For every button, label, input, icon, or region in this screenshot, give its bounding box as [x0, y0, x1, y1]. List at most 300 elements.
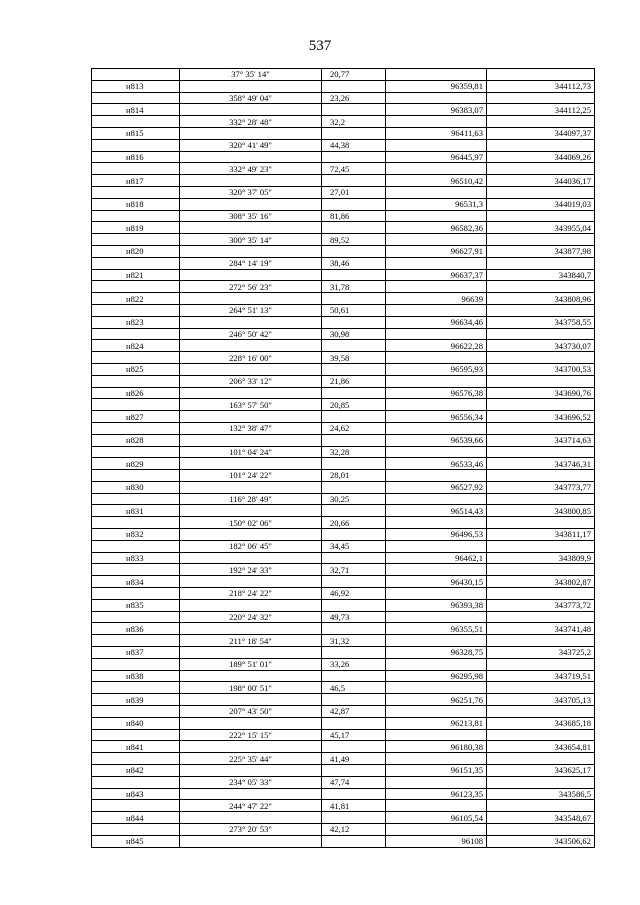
coordinate-x: 96213,81 — [386, 717, 487, 729]
table-row-segment — [92, 116, 595, 128]
empty-cell — [92, 210, 180, 222]
segment-length: 49,73 — [322, 611, 386, 623]
empty-cell — [386, 352, 487, 364]
empty-cell — [386, 422, 487, 434]
table-row-segment — [92, 328, 595, 340]
direction-angle: 272° 56' 23" — [180, 281, 322, 293]
empty-cell — [92, 564, 180, 576]
empty-cell — [92, 139, 180, 151]
table-row-segment — [92, 540, 595, 552]
direction-angle: 101° 24' 22" — [180, 470, 322, 482]
segment-length: 28,01 — [322, 470, 386, 482]
point-id: н837 — [92, 647, 180, 659]
segment-length: 21,86 — [322, 375, 386, 387]
empty-cell — [386, 163, 487, 175]
empty-cell — [92, 493, 180, 505]
empty-cell — [92, 611, 180, 623]
empty-cell — [322, 222, 386, 234]
coordinate-x: 96533,46 — [386, 458, 487, 470]
point-id: н832 — [92, 529, 180, 541]
table-row-point — [92, 411, 595, 423]
empty-cell — [487, 824, 595, 836]
empty-cell — [92, 517, 180, 529]
coordinate-y: 343811,17 — [487, 529, 595, 541]
empty-cell — [386, 257, 487, 269]
table-row-segment — [92, 163, 595, 175]
empty-cell — [180, 80, 322, 92]
empty-cell — [322, 670, 386, 682]
point-id: н839 — [92, 694, 180, 706]
segment-length: 89,52 — [322, 234, 386, 246]
empty-cell — [322, 599, 386, 611]
empty-cell — [487, 257, 595, 269]
empty-cell — [322, 340, 386, 352]
empty-cell — [322, 151, 386, 163]
empty-cell — [180, 765, 322, 777]
empty-cell — [386, 517, 487, 529]
point-id: н841 — [92, 741, 180, 753]
segment-length: 39,58 — [322, 352, 386, 364]
empty-cell — [487, 800, 595, 812]
table-row-point — [92, 245, 595, 257]
table-row-segment — [92, 281, 595, 293]
point-id: н822 — [92, 293, 180, 305]
segment-length: 20,77 — [322, 69, 386, 81]
direction-angle: 228° 16' 00" — [180, 352, 322, 364]
segment-length: 46,92 — [322, 588, 386, 600]
empty-cell — [92, 470, 180, 482]
empty-cell — [92, 328, 180, 340]
coordinate-x: 96510,42 — [386, 175, 487, 187]
segment-length: 30,98 — [322, 328, 386, 340]
direction-angle: 101° 04' 24" — [180, 446, 322, 458]
table-row-segment — [92, 776, 595, 788]
empty-cell — [322, 647, 386, 659]
empty-cell — [322, 104, 386, 116]
coordinate-x: 96251,76 — [386, 694, 487, 706]
direction-angle: 234° 05' 33" — [180, 776, 322, 788]
empty-cell — [487, 352, 595, 364]
empty-cell — [180, 293, 322, 305]
empty-cell — [92, 69, 180, 81]
empty-cell — [92, 540, 180, 552]
coordinate-x: 96627,91 — [386, 245, 487, 257]
direction-angle: 246° 50' 42" — [180, 328, 322, 340]
table-row-point — [92, 717, 595, 729]
empty-cell — [92, 422, 180, 434]
empty-cell — [92, 116, 180, 128]
empty-cell — [180, 104, 322, 116]
table-row-segment — [92, 210, 595, 222]
coordinate-x: 96105,54 — [386, 812, 487, 824]
coordinate-y: 343741,48 — [487, 623, 595, 635]
empty-cell — [386, 234, 487, 246]
segment-length: 32,2 — [322, 116, 386, 128]
table-row-segment — [92, 800, 595, 812]
empty-cell — [180, 175, 322, 187]
empty-cell — [180, 198, 322, 210]
coordinate-x: 96496,53 — [386, 529, 487, 541]
empty-cell — [180, 694, 322, 706]
coordinate-x: 96622,28 — [386, 340, 487, 352]
direction-angle: 300° 35' 14" — [180, 234, 322, 246]
point-id: н827 — [92, 411, 180, 423]
empty-cell — [180, 529, 322, 541]
empty-cell — [180, 269, 322, 281]
segment-length: 41,49 — [322, 753, 386, 765]
empty-cell — [386, 281, 487, 293]
empty-cell — [487, 682, 595, 694]
empty-cell — [386, 776, 487, 788]
empty-cell — [386, 69, 487, 81]
empty-cell — [92, 776, 180, 788]
empty-cell — [180, 434, 322, 446]
empty-cell — [386, 92, 487, 104]
point-id: н821 — [92, 269, 180, 281]
empty-cell — [487, 139, 595, 151]
point-id: н815 — [92, 127, 180, 139]
empty-cell — [322, 175, 386, 187]
point-id: н842 — [92, 765, 180, 777]
coordinates-table — [91, 68, 595, 848]
empty-cell — [386, 729, 487, 741]
direction-angle: 182° 06' 45" — [180, 540, 322, 552]
coordinate-y: 343808,96 — [487, 293, 595, 305]
segment-length: 27,01 — [322, 186, 386, 198]
coordinate-y: 344112,25 — [487, 104, 595, 116]
empty-cell — [92, 682, 180, 694]
empty-cell — [487, 658, 595, 670]
coordinate-x: 96359,81 — [386, 80, 487, 92]
empty-cell — [180, 741, 322, 753]
table-row-point — [92, 434, 595, 446]
segment-length: 32,28 — [322, 446, 386, 458]
empty-cell — [386, 399, 487, 411]
empty-cell — [386, 210, 487, 222]
empty-cell — [322, 812, 386, 824]
empty-cell — [386, 328, 487, 340]
coordinate-y: 343725,2 — [487, 647, 595, 659]
empty-cell — [322, 741, 386, 753]
empty-cell — [180, 340, 322, 352]
direction-angle: 211° 18' 54" — [180, 635, 322, 647]
empty-cell — [487, 729, 595, 741]
point-id: н833 — [92, 552, 180, 564]
table-row-segment — [92, 729, 595, 741]
empty-cell — [92, 234, 180, 246]
coordinate-x: 96595,93 — [386, 363, 487, 375]
coordinate-x: 96151,35 — [386, 765, 487, 777]
point-id: н840 — [92, 717, 180, 729]
point-id: н825 — [92, 363, 180, 375]
empty-cell — [92, 399, 180, 411]
table-row-point — [92, 765, 595, 777]
empty-cell — [322, 835, 386, 847]
table-row-point — [92, 175, 595, 187]
coordinate-y: 343586,5 — [487, 788, 595, 800]
empty-cell — [487, 493, 595, 505]
point-id: н818 — [92, 198, 180, 210]
coordinate-y: 343719,51 — [487, 670, 595, 682]
coordinate-y: 343773,72 — [487, 599, 595, 611]
empty-cell — [487, 517, 595, 529]
empty-cell — [386, 375, 487, 387]
empty-cell — [92, 753, 180, 765]
table-row-segment — [92, 517, 595, 529]
segment-length: 23,26 — [322, 92, 386, 104]
point-id: н843 — [92, 788, 180, 800]
empty-cell — [322, 245, 386, 257]
empty-cell — [92, 824, 180, 836]
coordinate-x: 96383,07 — [386, 104, 487, 116]
table-row-point — [92, 670, 595, 682]
coordinate-y: 343654,81 — [487, 741, 595, 753]
empty-cell — [322, 198, 386, 210]
empty-cell — [180, 670, 322, 682]
coordinate-x: 96639 — [386, 293, 487, 305]
coordinate-x: 96123,35 — [386, 788, 487, 800]
coordinate-x: 96634,46 — [386, 316, 487, 328]
empty-cell — [322, 623, 386, 635]
direction-angle: 308° 35' 16" — [180, 210, 322, 222]
empty-cell — [322, 127, 386, 139]
segment-length: 41,81 — [322, 800, 386, 812]
table-row-segment — [92, 682, 595, 694]
segment-length: 31,32 — [322, 635, 386, 647]
coordinate-y: 343685,18 — [487, 717, 595, 729]
direction-angle: 320° 37' 05" — [180, 186, 322, 198]
coordinate-y: 343877,98 — [487, 245, 595, 257]
empty-cell — [487, 540, 595, 552]
direction-angle: 192° 24' 33" — [180, 564, 322, 576]
segment-length: 24,62 — [322, 422, 386, 434]
direction-angle: 163° 57' 50" — [180, 399, 322, 411]
empty-cell — [92, 706, 180, 718]
empty-cell — [322, 765, 386, 777]
empty-cell — [487, 92, 595, 104]
coordinate-y: 343955,04 — [487, 222, 595, 234]
point-id: н820 — [92, 245, 180, 257]
segment-length: 42,87 — [322, 706, 386, 718]
table-row-point — [92, 316, 595, 328]
empty-cell — [92, 92, 180, 104]
segment-length: 32,71 — [322, 564, 386, 576]
empty-cell — [487, 446, 595, 458]
coordinate-y: 343548,67 — [487, 812, 595, 824]
table-row-point — [92, 80, 595, 92]
empty-cell — [92, 375, 180, 387]
empty-cell — [322, 458, 386, 470]
coordinate-y: 343714,63 — [487, 434, 595, 446]
empty-cell — [322, 387, 386, 399]
empty-cell — [92, 800, 180, 812]
coordinate-x: 96462,1 — [386, 552, 487, 564]
empty-cell — [92, 635, 180, 647]
empty-cell — [386, 658, 487, 670]
table-body — [92, 69, 595, 848]
direction-angle: 273° 20' 53" — [180, 824, 322, 836]
segment-length: 33,26 — [322, 658, 386, 670]
table-row-segment — [92, 69, 595, 81]
table-row-segment — [92, 753, 595, 765]
empty-cell — [386, 304, 487, 316]
table-row-segment — [92, 304, 595, 316]
table-row-segment — [92, 824, 595, 836]
coordinate-y: 344097,37 — [487, 127, 595, 139]
empty-cell — [180, 387, 322, 399]
coordinate-y: 343758,55 — [487, 316, 595, 328]
empty-cell — [180, 316, 322, 328]
table-row-segment — [92, 399, 595, 411]
empty-cell — [92, 257, 180, 269]
coordinate-x: 96108 — [386, 835, 487, 847]
segment-length: 72,45 — [322, 163, 386, 175]
segment-length: 42,12 — [322, 824, 386, 836]
point-id: н844 — [92, 812, 180, 824]
empty-cell — [180, 127, 322, 139]
coordinate-y: 343746,31 — [487, 458, 595, 470]
table-row-segment — [92, 139, 595, 151]
coordinate-y: 343840,7 — [487, 269, 595, 281]
empty-cell — [487, 470, 595, 482]
empty-cell — [180, 363, 322, 375]
direction-angle: 222° 15' 15" — [180, 729, 322, 741]
empty-cell — [180, 599, 322, 611]
empty-cell — [487, 706, 595, 718]
direction-angle: 218° 24' 22" — [180, 588, 322, 600]
empty-cell — [180, 647, 322, 659]
empty-cell — [180, 812, 322, 824]
empty-cell — [322, 481, 386, 493]
coordinate-x: 96180,38 — [386, 741, 487, 753]
table-row-point — [92, 387, 595, 399]
direction-angle: 189° 51' 01" — [180, 658, 322, 670]
coordinate-x: 96295,98 — [386, 670, 487, 682]
table-row-segment — [92, 446, 595, 458]
table-row-segment — [92, 422, 595, 434]
page-number: 537 — [308, 38, 332, 54]
empty-cell — [180, 458, 322, 470]
point-id: н819 — [92, 222, 180, 234]
empty-cell — [487, 375, 595, 387]
empty-cell — [92, 304, 180, 316]
point-id: н834 — [92, 576, 180, 588]
segment-length: 45,17 — [322, 729, 386, 741]
coordinate-y: 343809,9 — [487, 552, 595, 564]
coordinate-y: 343802,87 — [487, 576, 595, 588]
point-id: н831 — [92, 505, 180, 517]
empty-cell — [386, 824, 487, 836]
empty-cell — [322, 505, 386, 517]
segment-length: 34,45 — [322, 540, 386, 552]
direction-angle: 37° 35' 14" — [180, 69, 322, 81]
coordinate-x: 96637,37 — [386, 269, 487, 281]
table-row-segment — [92, 493, 595, 505]
segment-length: 81,86 — [322, 210, 386, 222]
segment-length: 20,85 — [322, 399, 386, 411]
segment-length: 30,25 — [322, 493, 386, 505]
empty-cell — [487, 753, 595, 765]
table-row-segment — [92, 564, 595, 576]
table-row-segment — [92, 92, 595, 104]
empty-cell — [180, 552, 322, 564]
table-row-point — [92, 788, 595, 800]
point-id: н816 — [92, 151, 180, 163]
direction-angle: 220° 24' 32" — [180, 611, 322, 623]
empty-cell — [92, 352, 180, 364]
coordinate-y: 344019,03 — [487, 198, 595, 210]
empty-cell — [487, 399, 595, 411]
point-id: н829 — [92, 458, 180, 470]
table-row-point — [92, 599, 595, 611]
direction-angle: 207° 43' 50" — [180, 706, 322, 718]
coordinate-y: 343773,77 — [487, 481, 595, 493]
direction-angle: 332° 28' 48" — [180, 116, 322, 128]
coordinate-x: 96328,75 — [386, 647, 487, 659]
empty-cell — [487, 163, 595, 175]
point-id: н835 — [92, 599, 180, 611]
empty-cell — [322, 434, 386, 446]
empty-cell — [322, 552, 386, 564]
table-row-point — [92, 340, 595, 352]
point-id: н823 — [92, 316, 180, 328]
coordinate-x: 96514,43 — [386, 505, 487, 517]
empty-cell — [487, 210, 595, 222]
empty-cell — [487, 328, 595, 340]
table-row-point — [92, 363, 595, 375]
empty-cell — [487, 422, 595, 434]
coordinate-x: 96355,51 — [386, 623, 487, 635]
direction-angle: 332° 49' 23" — [180, 163, 322, 175]
table-row-point — [92, 505, 595, 517]
empty-cell — [487, 776, 595, 788]
table-row-point — [92, 151, 595, 163]
empty-cell — [322, 529, 386, 541]
empty-cell — [322, 411, 386, 423]
empty-cell — [487, 304, 595, 316]
table-row-point — [92, 198, 595, 210]
direction-angle: 284° 14' 19" — [180, 257, 322, 269]
table-row-point — [92, 222, 595, 234]
direction-angle: 206° 33' 12" — [180, 375, 322, 387]
empty-cell — [92, 281, 180, 293]
empty-cell — [180, 576, 322, 588]
point-id: н845 — [92, 835, 180, 847]
empty-cell — [386, 493, 487, 505]
empty-cell — [487, 588, 595, 600]
empty-cell — [386, 800, 487, 812]
table-row-segment — [92, 234, 595, 246]
table-row-point — [92, 623, 595, 635]
empty-cell — [386, 706, 487, 718]
empty-cell — [386, 682, 487, 694]
direction-angle: 264° 51' 13" — [180, 304, 322, 316]
empty-cell — [180, 788, 322, 800]
empty-cell — [487, 564, 595, 576]
empty-cell — [180, 717, 322, 729]
table-row-segment — [92, 588, 595, 600]
table-row-point — [92, 694, 595, 706]
point-id: н838 — [92, 670, 180, 682]
direction-angle: 358° 49' 04" — [180, 92, 322, 104]
table-row-point — [92, 835, 595, 847]
direction-angle: 244° 47' 22" — [180, 800, 322, 812]
table-row-point — [92, 293, 595, 305]
empty-cell — [386, 635, 487, 647]
table-row-point — [92, 481, 595, 493]
empty-cell — [322, 363, 386, 375]
point-id: н814 — [92, 104, 180, 116]
